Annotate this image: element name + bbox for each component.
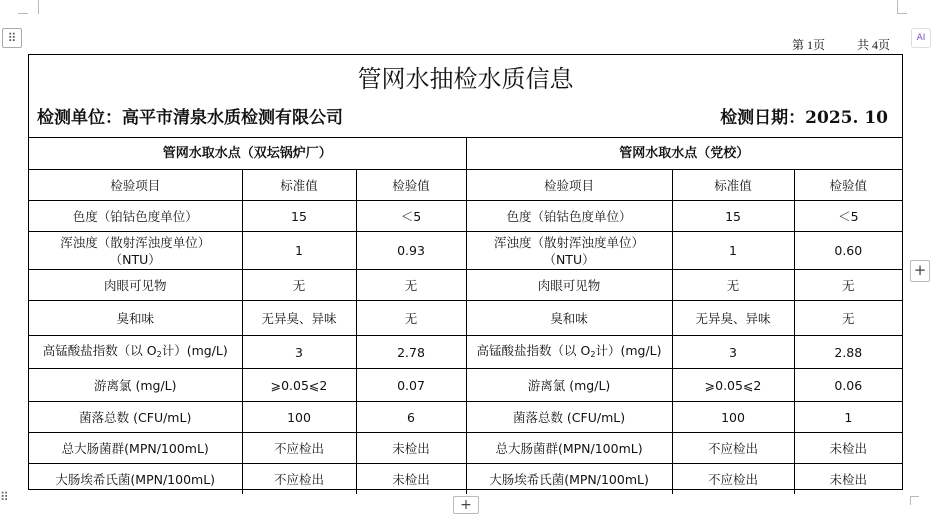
water-quality-table — [29, 137, 902, 494]
table-row — [29, 301, 902, 336]
water-quality-table-frame — [28, 54, 903, 490]
page-corner-mark — [910, 496, 919, 505]
table-row — [29, 232, 902, 270]
value-cell[interactable]: 未检出 — [794, 433, 902, 464]
item-cell[interactable]: 肉眼可见物 — [29, 270, 242, 301]
item-cell[interactable]: 菌落总数 (CFU/mL) — [29, 402, 242, 433]
table-row — [29, 270, 902, 301]
item-cell[interactable]: 臭和味 — [29, 301, 242, 336]
value-cell[interactable]: 2.88 — [794, 336, 902, 369]
standard-cell[interactable]: ⩾0.05⩽2 — [672, 369, 794, 402]
table-column-header-row — [29, 170, 902, 201]
table-move-handle-icon[interactable]: ⠿ — [2, 28, 22, 48]
table-row — [29, 369, 902, 402]
subscript-text: 2 — [590, 349, 596, 359]
page-corner-mark — [18, 13, 28, 14]
table-row — [29, 402, 902, 433]
table-row — [29, 433, 902, 464]
standard-cell[interactable]: 不应检出 — [242, 433, 356, 464]
column-header-standard[interactable]: 标准值 — [672, 170, 794, 201]
page-total: 共 4页 — [857, 38, 891, 52]
standard-cell[interactable]: 15 — [672, 201, 794, 232]
item-cell[interactable] — [29, 336, 242, 369]
value-cell[interactable]: 1 — [794, 402, 902, 433]
standard-cell[interactable]: ⩾0.05⩽2 — [242, 369, 356, 402]
item-cell[interactable]: 游离氯 (mg/L) — [29, 369, 242, 402]
table-row — [29, 336, 902, 369]
item-line: 浑浊度（散射浑浊度单位） — [60, 234, 211, 250]
value-cell[interactable]: 0.07 — [356, 369, 466, 402]
page-corner-mark — [897, 0, 908, 14]
table-resize-handle-icon[interactable]: ⠿ — [0, 490, 9, 504]
standard-cell[interactable]: 不应检出 — [672, 464, 794, 495]
column-header-item[interactable]: 检验项目 — [29, 170, 242, 201]
testing-unit: 检测单位：高平市清泉水质检测有限公司 — [37, 108, 343, 128]
document-title: 管网水抽检水质信息 — [357, 65, 574, 93]
item-line: （NTU） — [109, 251, 161, 267]
value-cell[interactable]: 无 — [794, 301, 902, 336]
standard-cell[interactable]: 1 — [672, 232, 794, 270]
table-site-header-row — [29, 138, 902, 170]
value-cell[interactable]: 无 — [794, 270, 902, 301]
value-cell[interactable]: 2.78 — [356, 336, 466, 369]
value-cell[interactable]: 无 — [356, 270, 466, 301]
standard-cell[interactable]: 100 — [242, 402, 356, 433]
item-cell[interactable]: 大肠埃希氏菌(MPN/100mL) — [466, 464, 672, 495]
item-cell[interactable]: 总大肠菌群(MPN/100mL) — [29, 433, 242, 464]
standard-cell[interactable]: 3 — [242, 336, 356, 369]
value-cell[interactable]: ＜5 — [356, 201, 466, 232]
site-header-right[interactable]: 管网水取水点（党校） — [466, 138, 902, 170]
item-cell[interactable]: 总大肠菌群(MPN/100mL) — [466, 433, 672, 464]
table-row — [29, 201, 902, 232]
ai-assistant-button[interactable]: AI — [911, 28, 931, 48]
item-cell[interactable] — [466, 232, 672, 270]
item-cell[interactable]: 肉眼可见物 — [466, 270, 672, 301]
standard-cell[interactable]: 100 — [672, 402, 794, 433]
standard-cell[interactable]: 无异臭、异味 — [672, 301, 794, 336]
standard-cell[interactable]: 无异臭、异味 — [242, 301, 356, 336]
value-cell[interactable]: 0.93 — [356, 232, 466, 270]
item-text: 高锰酸盐指数（以 O — [42, 342, 157, 358]
standard-cell[interactable]: 15 — [242, 201, 356, 232]
item-text: 高锰酸盐指数（以 O — [476, 342, 591, 358]
add-column-button[interactable]: + — [910, 260, 930, 282]
column-header-item[interactable]: 检验项目 — [466, 170, 672, 201]
value-cell[interactable]: 未检出 — [794, 464, 902, 495]
add-row-button[interactable]: + — [453, 496, 479, 514]
standard-cell[interactable]: 不应检出 — [242, 464, 356, 495]
subscript-text: 2 — [156, 349, 162, 359]
standard-cell[interactable]: 无 — [672, 270, 794, 301]
page-number: 第 1页 — [792, 38, 826, 52]
table-row — [29, 464, 902, 495]
value-cell[interactable]: ＜5 — [794, 201, 902, 232]
column-header-value[interactable]: 检验值 — [794, 170, 902, 201]
item-cell[interactable] — [29, 232, 242, 270]
value-cell[interactable]: 无 — [356, 301, 466, 336]
value-cell[interactable]: 未检出 — [356, 433, 466, 464]
standard-cell[interactable]: 无 — [242, 270, 356, 301]
standard-cell[interactable]: 不应检出 — [672, 433, 794, 464]
item-cell[interactable] — [466, 336, 672, 369]
column-header-value[interactable]: 检验值 — [356, 170, 466, 201]
item-text: 计）(mg/L) — [595, 342, 662, 358]
item-line: 浑浊度（散射浑浊度单位） — [494, 234, 645, 250]
standard-cell[interactable]: 1 — [242, 232, 356, 270]
value-cell[interactable]: 0.60 — [794, 232, 902, 270]
standard-cell[interactable]: 3 — [672, 336, 794, 369]
item-cell[interactable]: 游离氯 (mg/L) — [466, 369, 672, 402]
item-cell[interactable]: 大肠埃希氏菌(MPN/100mL) — [29, 464, 242, 495]
column-header-standard[interactable]: 标准值 — [242, 170, 356, 201]
item-line: （NTU） — [543, 251, 595, 267]
testing-date: 检测日期：2025. 10 — [720, 108, 888, 128]
item-cell[interactable]: 色度（铂钴色度单位） — [29, 201, 242, 232]
page-corner-mark — [28, 0, 39, 14]
item-cell[interactable]: 臭和味 — [466, 301, 672, 336]
value-cell[interactable]: 6 — [356, 402, 466, 433]
value-cell[interactable]: 0.06 — [794, 369, 902, 402]
item-cell[interactable]: 菌落总数 (CFU/mL) — [466, 402, 672, 433]
site-header-left[interactable]: 管网水取水点（双坛锅炉厂） — [29, 138, 466, 170]
item-cell[interactable]: 色度（铂钴色度单位） — [466, 201, 672, 232]
value-cell[interactable]: 未检出 — [356, 464, 466, 495]
item-text: 计）(mg/L) — [161, 342, 228, 358]
page-corner-mark — [897, 13, 907, 14]
